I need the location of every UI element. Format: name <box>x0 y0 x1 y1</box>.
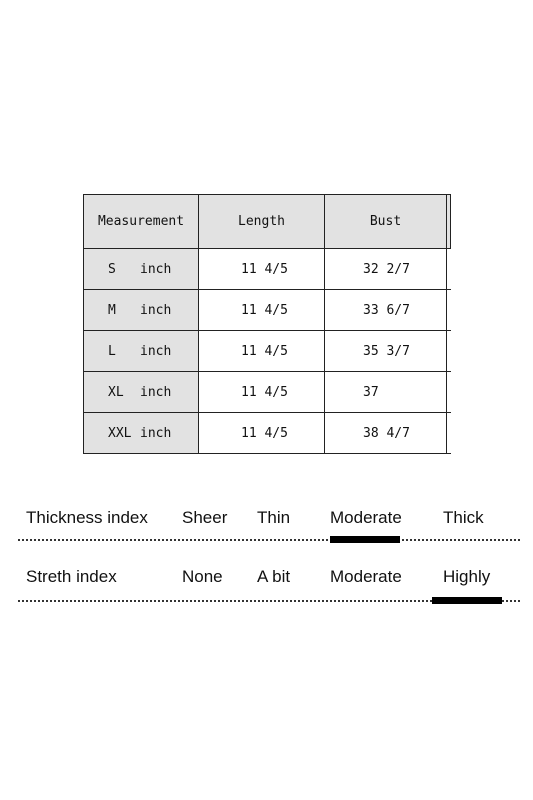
stretch-option-a-bit: A bit <box>257 567 291 586</box>
thickness-option-moderate: Moderate <box>330 508 402 527</box>
edge-cell <box>447 331 451 372</box>
size-chart-table <box>83 194 451 454</box>
edge-cell <box>447 413 451 454</box>
unit-label: inch <box>140 302 172 318</box>
edge-cell <box>447 249 451 290</box>
size-label: XXL <box>108 425 132 441</box>
unit-label: inch <box>140 261 172 277</box>
size-label: M <box>108 302 116 318</box>
size-label: XL <box>108 384 124 400</box>
size-cell <box>84 331 199 372</box>
thickness-option-sheer: Sheer <box>182 508 228 527</box>
table-row <box>84 331 451 372</box>
bust-cell: 35 3/7 <box>325 331 447 372</box>
unit-label: inch <box>140 425 172 441</box>
edge-cell <box>447 290 451 331</box>
edge-cell <box>447 372 451 413</box>
length-cell: 11 4/5 <box>199 372 325 413</box>
stretch-index-label: Streth index <box>26 567 117 586</box>
stretch-selected-marker <box>432 597 502 604</box>
length-cell: 11 4/5 <box>199 290 325 331</box>
unit-label: inch <box>140 343 172 359</box>
length-cell: 11 4/5 <box>199 249 325 290</box>
thickness-option-thick: Thick <box>443 508 484 527</box>
stretch-option-highly: Highly <box>443 567 491 586</box>
size-cell <box>84 290 199 331</box>
size-label: S <box>108 261 116 277</box>
unit-label: inch <box>140 384 172 400</box>
bust-cell: 32 2/7 <box>325 249 447 290</box>
table-row <box>84 372 451 413</box>
length-cell: 11 4/5 <box>199 413 325 454</box>
header-measurement: Measurement <box>84 195 199 249</box>
size-label: L <box>108 343 116 359</box>
thickness-option-thin: Thin <box>257 508 291 527</box>
stretch-option-moderate: Moderate <box>330 567 402 586</box>
table-row <box>84 290 451 331</box>
bust-cell: 37 <box>325 372 447 413</box>
thickness-selected-marker <box>330 536 400 543</box>
header-edge <box>447 195 451 249</box>
thickness-scale-line <box>18 539 520 541</box>
stretch-option-none: None <box>182 567 223 586</box>
size-cell <box>84 372 199 413</box>
header-bust: Bust <box>325 195 447 249</box>
table-row <box>84 249 451 290</box>
bust-cell: 33 6/7 <box>325 290 447 331</box>
table-row <box>84 413 451 454</box>
bust-cell: 38 4/7 <box>325 413 447 454</box>
thickness-index-label: Thickness index <box>26 508 148 527</box>
table-header-row <box>84 195 451 249</box>
size-cell <box>84 413 199 454</box>
size-cell <box>84 249 199 290</box>
header-length: Length <box>199 195 325 249</box>
length-cell: 11 4/5 <box>199 331 325 372</box>
